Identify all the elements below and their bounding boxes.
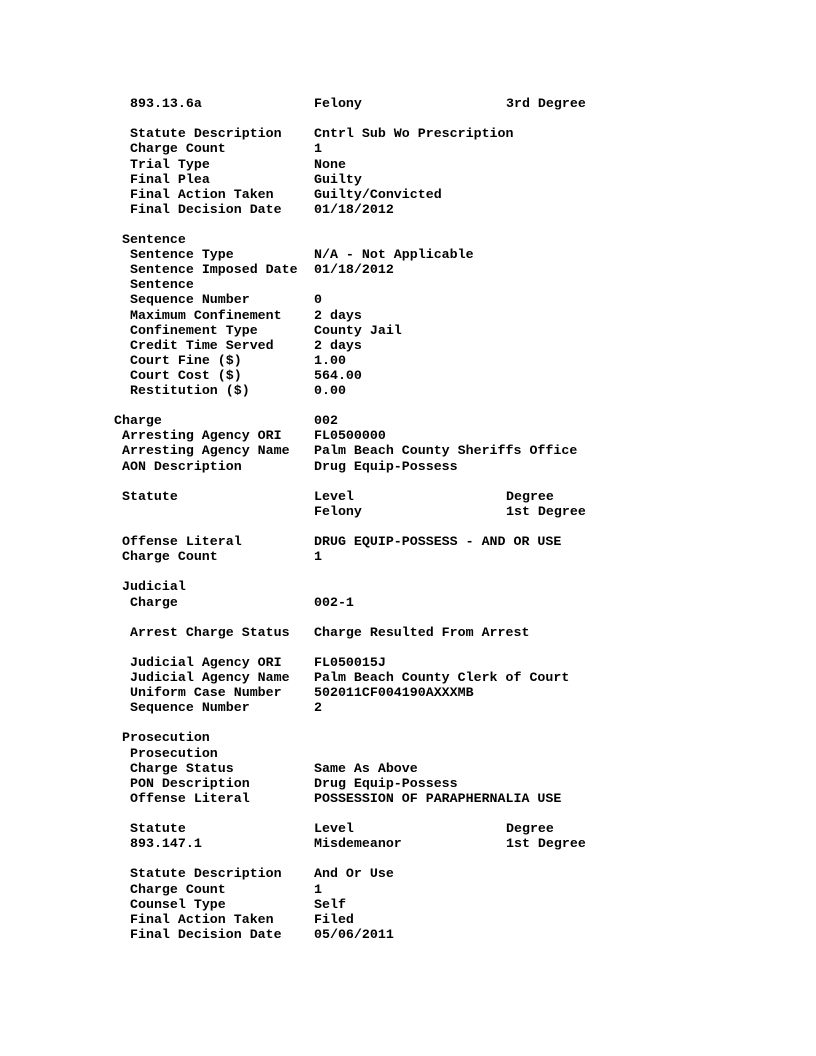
field-value: County Jail [314,323,402,338]
column-header: Level [314,821,354,836]
field-value: DRUG EQUIP-POSSESS - AND OR USE [314,534,562,549]
final-action-row [0,912,354,927]
field-value: Guilty/Convicted [314,187,442,202]
field-label: AON Description [122,459,242,474]
field-label: Charge Count [130,882,226,897]
field-label: Charge Status [130,761,234,776]
field-label: Sentence Type [130,247,234,262]
field-label: Offense Literal [122,534,242,549]
charge-status-row [0,761,418,776]
field-value: Drug Equip-Possess [314,459,458,474]
field-value: Filed [314,912,354,927]
field-label: Statute Description [130,866,282,881]
field-value: Palm Beach County Clerk of Court [314,670,570,685]
field-value: Drug Equip-Possess [314,776,458,791]
section-heading: Judicial [122,579,186,594]
field-label: Final Action Taken [130,187,274,202]
restitution-row [0,383,346,398]
field-label: Charge Count [130,141,226,156]
field-label: Arrest Charge Status [130,625,290,640]
field-label: Judicial Agency Name [130,670,290,685]
uniform-case-number-row [0,685,474,700]
statute-level: Misdemeanor [314,836,402,851]
field-label: Statute Description [130,126,282,141]
field-value: 1 [314,141,322,156]
charge-count-row [0,141,322,156]
field-label: Credit Time Served [130,338,274,353]
prosecution-heading-row [0,730,210,745]
field-label: Trial Type [130,157,210,172]
statute-row [0,836,586,851]
field-value: 502011CF004190AXXXMB [314,685,474,700]
trial-type-row [0,157,346,172]
statute-header-row [0,489,554,504]
statute-row [0,96,586,111]
charge-heading-row [0,413,338,428]
field-label: Confinement Type [130,323,258,338]
field-value: None [314,157,346,172]
court-fine-row [0,353,346,368]
sub-heading: Prosecution [130,746,218,761]
field-label: Sentence [130,277,194,292]
field-label: Charge Count [122,549,218,564]
field-label: Restitution ($) [130,383,250,398]
field-label: Charge [130,595,178,610]
column-header: Statute [122,489,178,504]
field-value: FL0500000 [314,428,386,443]
judicial-sequence-number-row [0,700,322,715]
field-value: 564.00 [314,368,362,383]
judicial-agency-ori-row [0,655,386,670]
field-value: Self [314,897,346,912]
field-value: 05/06/2011 [314,927,394,942]
field-value: 01/18/2012 [314,202,394,217]
field-value: 0 [314,292,322,307]
final-decision-date-row [0,927,394,942]
field-value: FL050015J [314,655,386,670]
statute-level: Felony [314,96,362,111]
statute-header-row [0,821,554,836]
sentence-heading-row [0,232,186,247]
arresting-agency-name-row [0,443,578,458]
field-value: 01/18/2012 [314,262,394,277]
field-value: Charge Resulted From Arrest [314,625,530,640]
field-value: 1 [314,882,322,897]
field-label: Court Cost ($) [130,368,242,383]
field-label: Maximum Confinement [130,308,282,323]
column-header: Degree [506,489,554,504]
field-label: Judicial Agency ORI [130,655,282,670]
field-value: 2 days [314,338,362,353]
statute-row [0,504,586,519]
arrest-charge-status-row [0,625,530,640]
pon-description-row [0,776,458,791]
field-value: N/A - Not Applicable [314,247,474,262]
arresting-agency-ori-row [0,428,386,443]
judicial-heading-row [0,579,186,594]
section-heading: Prosecution [122,730,210,745]
statute-degree: 1st Degree [506,504,586,519]
statute-description-row [0,126,514,141]
prosecution-offense-literal-row [0,791,562,806]
field-value: 2 [314,700,322,715]
max-confinement-row [0,308,362,323]
statute-degree: 1st Degree [506,836,586,851]
counsel-type-row [0,897,346,912]
credit-time-row [0,338,362,353]
charge-number: 002 [314,413,338,428]
offense-literal-row [0,534,562,549]
aon-description-row [0,459,458,474]
confinement-type-row [0,323,402,338]
field-value: POSSESSION OF PARAPHERNALIA USE [314,791,562,806]
field-label: Final Plea [130,172,210,187]
statute-level: Felony [314,504,362,519]
field-value: 1 [314,549,322,564]
statute-description-row [0,866,394,881]
sentence-imposed-date-row [0,262,394,277]
sentence-type-row [0,247,474,262]
statute-code: 893.147.1 [130,836,202,851]
field-label: Final Action Taken [130,912,274,927]
field-value: 002-1 [314,595,354,610]
field-value: 2 days [314,308,362,323]
charge-count-row [0,882,322,897]
field-label: Arresting Agency Name [122,443,290,458]
field-value: Guilty [314,172,362,187]
prosecution-subheading-row [0,746,218,761]
field-value: Palm Beach County Sheriffs Office [314,443,578,458]
judicial-charge-row [0,595,354,610]
field-label: Final Decision Date [130,202,282,217]
field-label: Sequence Number [130,700,250,715]
sentence-label-row [0,277,194,292]
field-label: Sequence Number [130,292,250,307]
statute-degree: 3rd Degree [506,96,586,111]
field-label: Arresting Agency ORI [122,428,282,443]
field-label: Offense Literal [130,791,250,806]
field-label: Court Fine ($) [130,353,242,368]
column-header: Degree [506,821,554,836]
column-header: Statute [130,821,186,836]
judicial-agency-name-row [0,670,570,685]
field-label: Uniform Case Number [130,685,282,700]
section-heading: Sentence [122,232,186,247]
charge-count-row [0,549,322,564]
field-value: Same As Above [314,761,418,776]
statute-code: 893.13.6a [130,96,202,111]
sequence-number-row [0,292,322,307]
field-label: Counsel Type [130,897,226,912]
final-decision-date-row [0,202,394,217]
field-label: PON Description [130,776,250,791]
final-action-row [0,187,442,202]
field-value: 1.00 [314,353,346,368]
charge-heading: Charge [114,413,162,428]
final-plea-row [0,172,362,187]
field-value: Cntrl Sub Wo Prescription [314,126,514,141]
field-value: 0.00 [314,383,346,398]
field-value: And Or Use [314,866,394,881]
court-cost-row [0,368,362,383]
column-header: Level [314,489,354,504]
field-label: Sentence Imposed Date [130,262,298,277]
field-label: Final Decision Date [130,927,282,942]
